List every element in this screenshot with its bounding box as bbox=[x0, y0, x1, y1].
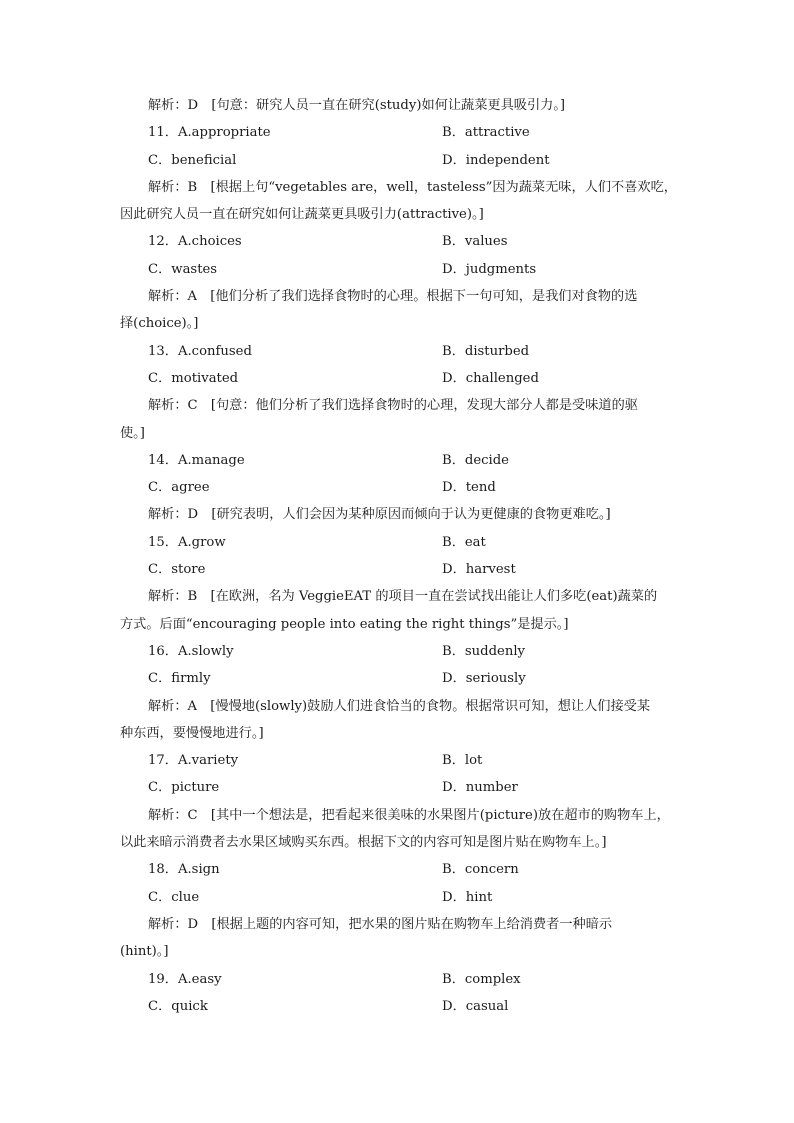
option-right: D．seriously bbox=[442, 671, 526, 687]
options-row bbox=[120, 228, 676, 255]
options-row bbox=[120, 365, 676, 392]
analysis-continuation: 使。] bbox=[120, 425, 145, 441]
option-right: B．decide bbox=[442, 452, 509, 468]
option-right: D．challenged bbox=[442, 370, 539, 386]
option-right: D．casual bbox=[442, 998, 509, 1014]
option-right: B．attractive bbox=[442, 125, 530, 141]
exam-page bbox=[120, 92, 676, 1020]
options-row bbox=[120, 147, 676, 174]
option-right: B．lot bbox=[442, 753, 483, 769]
option-left: C．firmly bbox=[148, 671, 211, 687]
option-right: D．harvest bbox=[442, 562, 516, 578]
option-left: C．clue bbox=[148, 889, 200, 905]
options-row bbox=[120, 665, 676, 692]
analysis-continuation: 择(choice)。] bbox=[120, 316, 199, 332]
analysis-continuation: 因此研究人员一直在研究如何让蔬菜更具吸引力(attractive)。] bbox=[120, 207, 484, 223]
options-row bbox=[120, 774, 676, 801]
options-row bbox=[120, 338, 676, 365]
option-right: B．disturbed bbox=[442, 343, 530, 359]
analysis-continuation: 种东西，要慢慢地进行。] bbox=[120, 725, 264, 741]
option-left: 17．A.variety bbox=[148, 753, 239, 769]
analysis-line: 解析：A [慢慢地(slowly)鼓励人们进食恰当的食物。根据常识可知，想让人们接受某 bbox=[148, 698, 651, 714]
analysis-line: 解析：C [句意：他们分析了我们选择食物时的心理，发现大部分人都是受味道的驱 bbox=[148, 398, 638, 414]
options-row bbox=[120, 856, 676, 883]
option-left: 18．A.sign bbox=[148, 862, 220, 878]
option-left: C．motivated bbox=[148, 370, 239, 386]
options-row bbox=[120, 884, 676, 911]
analysis-line: 解析：B [在欧洲，名为 VeggieEAT 的项目一直在尝试找出能让人们多吃(eat)蔬菜的 bbox=[148, 589, 658, 605]
option-right: B．eat bbox=[442, 534, 486, 550]
option-left: 13．A.confused bbox=[148, 343, 252, 359]
options-row bbox=[120, 474, 676, 501]
option-right: B．complex bbox=[442, 971, 521, 987]
options-row bbox=[120, 966, 676, 993]
option-left: C．wastes bbox=[148, 261, 218, 277]
analysis-continuation: (hint)。] bbox=[120, 944, 169, 960]
options-row bbox=[120, 556, 676, 583]
analysis-line: 解析：D [句意：研究人员一直在研究(study)如何让蔬菜更具吸引力。] bbox=[148, 98, 566, 113]
option-left: 15．A.grow bbox=[148, 534, 226, 550]
options-row bbox=[120, 747, 676, 774]
options-row bbox=[120, 256, 676, 283]
option-right: D．tend bbox=[442, 480, 496, 496]
option-right: B．suddenly bbox=[442, 643, 525, 659]
analysis-line: 解析：A [他们分析了我们选择食物时的心理。根据下一句可知，是我们对食物的选 bbox=[148, 289, 638, 305]
option-left: 14．A.manage bbox=[148, 452, 245, 468]
options-row bbox=[120, 447, 676, 474]
analysis-line: 解析：D [研究表明，人们会因为某种原因而倾向于认为更健康的食物更难吃。] bbox=[148, 507, 611, 523]
options-row bbox=[120, 529, 676, 556]
option-left: C．picture bbox=[148, 780, 220, 796]
analysis-line: 解析：C [其中一个想法是，把看起来很美味的水果图片(picture)放在超市的购物车上， bbox=[148, 807, 670, 823]
option-left: C．agree bbox=[148, 480, 210, 496]
option-right: D．independent bbox=[442, 152, 550, 168]
option-left: 19．A.easy bbox=[148, 971, 222, 987]
analysis-line: 解析：B [根据上句“vegetables are，well，tasteless”因为蔬菜无味，人们不喜欢吃， bbox=[148, 179, 677, 195]
analysis-continuation: 方式。后面“encouraging people into eating the right things”是提示。] bbox=[120, 616, 569, 632]
analysis-continuation: 以此来暗示消费者去水果区域购买东西。根据下文的内容可知是图片贴在购物车上。] bbox=[120, 835, 607, 851]
option-left: C．quick bbox=[148, 998, 208, 1014]
option-right: D．judgments bbox=[442, 261, 537, 277]
options-row bbox=[120, 993, 676, 1020]
option-right: B．values bbox=[442, 234, 508, 250]
options-row bbox=[120, 119, 676, 146]
option-right: B．concern bbox=[442, 862, 519, 878]
option-left: 16．A.slowly bbox=[148, 643, 234, 659]
option-left: C．beneficial bbox=[148, 152, 237, 168]
option-left: 12．A.choices bbox=[148, 234, 242, 250]
option-left: 11．A.appropriate bbox=[148, 125, 271, 141]
options-row bbox=[120, 638, 676, 665]
option-right: D．number bbox=[442, 780, 518, 796]
option-left: C．store bbox=[148, 562, 206, 578]
analysis-line: 解析：D [根据上题的内容可知，把水果的图片贴在购物车上给消费者一种暗示 bbox=[148, 916, 613, 932]
option-right: D．hint bbox=[442, 889, 493, 905]
